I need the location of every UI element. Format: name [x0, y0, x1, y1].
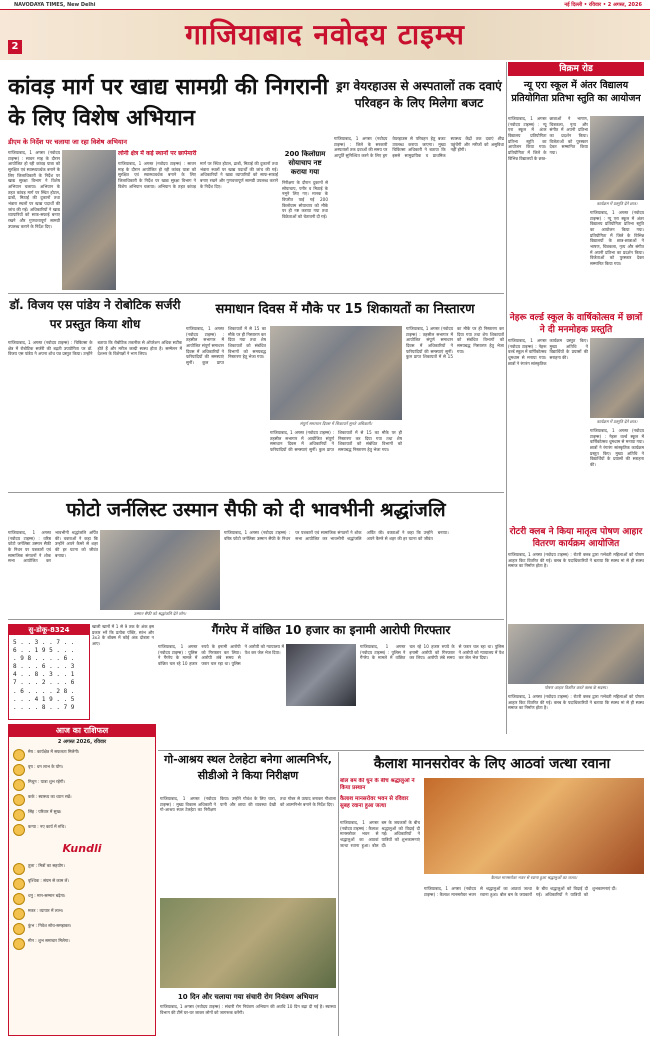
sudoku-row: 5 . . 3 . . 7 . . — [13, 639, 75, 646]
dengue-body: गाजियाबाद, 1 अगस्त (नवोदय टाइम्स) : संचारी रोग नियंत्रण अभियान की अवधि 10 दिन बढ़ा दी गई है। स्वास्थ्य विभाग की टीमें घर-घर जाकर लोगों को जागरूक करेंगी। — [160, 1004, 336, 1015]
rotary-body: गाजियाबाद, 1 अगस्त (नवोदय टाइम्स) : रोटरी क्लब द्वारा गर्भवती महिलाओं को पोषण आहार किट वितरित की गई। क्लब के पदाधिकारियों ने बताया कि स्वस्थ मां से ही स्वस्थ समाज का निर्माण होता है। — [508, 552, 644, 569]
kvikram-caption: कार्यक्रम में प्रस्तुति देते छात्र। — [596, 201, 638, 206]
robotic-body: गाजियाबाद, 1 अगस्त (नवोदय टाइम्स) : चिकित्सा के क्षेत्र में रोबोटिक सर्जरी की बढ़ती उपयोगिता पर डॉ. विजय एस पांडेय ने अपना शोध पत्र प्रस्तुत किया। उन्होंने बताया कि रोबोटिक तकनीक से ऑपरेशन अधिक सटीक होते हैं और मरीज जल्दी स्वस्थ होता है। सम्मेलन में देशभर के विशेषज्ञों ने भाग लिया। — [8, 340, 182, 357]
samadhan-body-2: गाजियाबाद, 1 अगस्त (नवोदय टाइम्स) : तहसील सभागार में आयोजित संपूर्ण समाधान दिवस में अधिकारियों ने फरियादियों की समस्याएं सुनीं। कुल प्राप्त शिकायतों में से 15 का मौके पर ही निस्तारण कर दिया गया तथा शेष शिकायतों को संबंधित विभागों को समयबद्ध निस्तारण हेतु भेजा गया। — [270, 430, 402, 453]
side-story-headline: 200 किलोग्राम सोयाचाप नष्ट कराया गया — [284, 150, 326, 176]
divider — [158, 750, 644, 751]
samadhan-body-3: गाजियाबाद, 1 अगस्त (नवोदय टाइम्स) : तहसील सभागार में आयोजित संपूर्ण समाधान दिवस में अधिकारियों ने फरियादियों की समस्याएं सुनीं। कुल प्राप्त शिकायतों में से 15 का मौके पर ही निस्तारण कर दिया गया तथा शेष शिकायतों को संबंधित विभागों को समयबद्ध निस्तारण हेतु भेजा गया। — [406, 326, 504, 360]
usman-body: गाजियाबाद, 1 अगस्त (नवोदय टाइम्स) : वरिष्ठ फोटो जर्नलिस्ट उस्मान सैफी के निधन पर पत्रकारों एवं सामाजिक संगठनों ने शोक सभा आयोजित कर भावभीनी श्रद्धांजलि अर्पित की। वक्ताओं ने कहा कि उन्होंने अपने कैमरे से शहर की हर घटना को जीवंत बनाया। — [8, 530, 98, 564]
kvikram-photo — [590, 116, 644, 200]
kailash-bullets — [340, 778, 420, 818]
page-number: 2 — [8, 40, 22, 54]
goashram-body: गाजियाबाद, 1 अगस्त (नवोदय टाइम्स) : मुख्य विकास अधिकारी ने गो-आश्रय स्थल टेलहेटा का निरीक्षण किया। उन्होंने गोवंश के लिए चारा, पानी और छाया की व्यवस्था देखी तथा गोबर से उत्पाद बनाकर गौशाला को आत्मनिर्भर बनाने के निर्देश दिए। — [160, 796, 336, 813]
kvikram-headline: न्यू एरा स्कूल में अंतर विद्यालय प्रतियोगिता प्रतिभा स्तुति का आयोजन — [511, 80, 641, 104]
kailash-body: गाजियाबाद, 1 अगस्त (नवोदय टाइम्स) : कैलाश मानसरोवर भवन से श्रद्धालुओं का आठवां जत्था रवाना हुआ। बोल बम के जयकारों के बीच श्रद्धालुओं को विदाई दी गई। अधिकारियों ने यात्रियों को शुभकामनाएं दीं। — [340, 820, 420, 848]
rashi-item: धनु : मान-सम्मान बढ़ेगा। — [28, 892, 66, 898]
usman-photo — [100, 530, 220, 610]
gangrape-headline: गैंगरेप में वांछित 10 हजार का इनामी आरोपी गिरफ्तार — [211, 623, 451, 637]
rashi-item: कुंभ : निवेश सोच-समझकर। — [28, 922, 72, 928]
sudoku-row: . . . . 8 . . 7 9 — [13, 703, 75, 711]
divider — [8, 619, 504, 620]
top-bar — [0, 0, 650, 10]
samadhan-caption: संपूर्ण समाधान दिवस में शिकायतें सुनते अधिकारी। — [299, 421, 373, 426]
kailash-body-2: गाजियाबाद, 1 अगस्त (नवोदय टाइम्स) : कैलाश मानसरोवर भवन से श्रद्धालुओं का आठवां जत्था रवाना हुआ। बोल बम के जयकारों के बीच श्रद्धालुओं को विदाई दी गई। अधिकारियों ने यात्रियों को शुभकामनाएं दीं। — [424, 886, 617, 897]
rashi-item: तुला : मित्रों का सहयोग। — [28, 862, 65, 868]
rashi-item: सिंह : परिवार में सुख। — [28, 808, 62, 814]
rashifal — [8, 724, 156, 1036]
rashi-item: मीन : शुभ समाचार मिलेगा। — [28, 937, 70, 943]
lead-box-title: लोनी क्षेत्र में कई स्थानों पर छापेमारी — [118, 150, 197, 157]
sudoku-row: . . . 4 1 9 . . 5 — [13, 695, 75, 703]
scorpio-icon — [13, 878, 25, 890]
kvikram-body-2: गाजियाबाद, 1 अगस्त (नवोदय टाइम्स) : न्यू एरा स्कूल में अंतर विद्यालय प्रतियोगिता प्रतिभा स्तुति का आयोजन किया गया। प्रतियोगिता में जिले के विभिन्न विद्यालयों के छात्र-छात्राओं ने भाषण, चित्रकला, नृत्य और संगीत में अपनी प्रतिभा का प्रदर्शन किया। विजेताओं को पुरस्कार देकर सम्मानित किया गया। — [590, 210, 644, 267]
sudoku-row: 8 . . . 6 . . . 3 — [13, 663, 75, 671]
lead-photo — [62, 150, 116, 290]
lead-box — [118, 150, 278, 290]
divider — [338, 752, 339, 1036]
sagittarius-icon — [13, 893, 25, 905]
kailash-headline: कैलाश मानसरोवर के लिए आठवां जत्था रवाना — [373, 756, 611, 772]
masthead-title: गाजियाबाद नवोदय टाइम्स — [185, 18, 465, 51]
robotic-headline: डॉ. विजय एस पांडेय ने रोबोटिक सर्जरी पर प्रस्तुत किया शोध — [9, 298, 181, 331]
divider — [506, 62, 507, 734]
pisces-icon — [13, 938, 25, 950]
goashram-photo — [160, 898, 336, 988]
samadhan-headline: समाधान दिवस में मौके पर 15 शिकायतों का निस्तारण — [215, 302, 475, 317]
masthead — [0, 10, 650, 60]
lead-strap: डीएम के निर्देश पर चलाया जा रहा विशेष अभियान — [8, 138, 127, 146]
kailash-bullet: कैलाश मानसरोवर भवन से रविवार सुबह रवाना हुआ जत्था — [340, 795, 409, 810]
rotary-headline: रोटरी क्लब ने किया मातृत्व पोषण आहार वितरण कार्यक्रम आयोजित — [509, 527, 643, 549]
goashram-headline: गो-आश्रय स्थल टेलहेटा बनेगा आत्मनिर्भर, सीडीओ ने किया निरीक्षण — [164, 753, 332, 782]
dengue-headline: 10 दिन और चलाया गया संचारी रोग नियंत्रण अभियान — [177, 993, 319, 1001]
virgo-icon — [13, 824, 25, 836]
gangrape-body: गाजियाबाद, 1 अगस्त (नवोदय टाइम्स) : पुलिस ने गैंगरेप के मामले में वांछित चल रहे 10 हजार रुपये के इनामी आरोपी को गिरफ्तार कर लिया। आरोपी लंबे समय से फरार चल रहा था। पुलिस ने आरोपी को न्यायालय में पेश कर जेल भेज दिया। — [158, 644, 284, 667]
nehru-body-2: गाजियाबाद, 1 अगस्त (नवोदय टाइम्स) : नेहरू वर्ल्ड स्कूल में वार्षिकोत्सव धूमधाम से मनाया गया। छात्रों ने रंगारंग सांस्कृतिक कार्यक्रम प्रस्तुत किए। मुख्य अतिथि ने विद्यार्थियों के प्रयासों की सराहना की। — [590, 428, 644, 468]
rotary-body-2: गाजियाबाद, 1 अगस्त (नवोदय टाइम्स) : रोटरी क्लब द्वारा गर्भवती महिलाओं को पोषण आहार किट वितरित की गई। क्लब के पदाधिकारियों ने बताया कि स्वस्थ मां से ही स्वस्थ समाज का निर्माण होता है। — [508, 694, 644, 711]
lead-body: गाजियाबाद, 1 अगस्त (नवोदय टाइम्स) : सावन माह के दौरान आयोजित हो रही कांवड़ यात्रा को सुरक्षित एवं स्वास्थ्यवर्धक बनाने के लिए जिलाधिकारी के निर्देश पर खाद्य सुरक्षा विभाग ने विशेष अभियान चलाया। अभियान के तहत कांवड़ मार्ग पर स्थित होटल, ढाबों, मिठाई की दुकानों तथा भंडारा स्थलों पर खाद्य पदार्थों की जांच की गई। अधिकारियों ने खाद्य व्यापारियों को साफ-सफाई बनाए रखने और गुणवत्तापूर्ण सामग्री उपलब्ध कराने के निर्देश दिए। — [8, 150, 60, 229]
sudoku-row: 7 . . . 2 . . . 6 — [13, 679, 75, 687]
sudoku-hint: खाली खानों में 1 से 9 तक के अंक इस प्रकार भरें कि प्रत्येक पंक्ति, स्तंभ और 3x3 के बॉक्स में कोई अंक दोबारा न आए। — [92, 624, 154, 647]
aquarius-icon — [13, 923, 25, 935]
rashi-item: वृष : धन लाभ के योग। — [28, 763, 64, 769]
gangrape-photo — [286, 644, 356, 706]
capricorn-icon — [13, 908, 25, 920]
samadhan-photo — [270, 326, 402, 420]
cancer-icon — [13, 794, 25, 806]
sudoku-row: 6 . . 1 9 5 . . . — [13, 647, 75, 655]
kundli-logo: Kundli — [62, 841, 102, 855]
drug-body: गाजियाबाद, 1 अगस्त (नवोदय टाइम्स) : जिले के सरकारी अस्पतालों तक दवाओं की समय पर आपूर्ति सुनिश्चित करने के लिए ड्रग वेयरहाउस से परिवहन हेतु बजट उपलब्ध कराया जाएगा। मुख्य चिकित्सा अधिकारी ने बताया कि इससे सामुदायिक व प्राथमिक स्वास्थ्य केंद्रों तक दवाएं शीघ्र पहुंचेंगी और मरीजों को असुविधा नहीं होगी। — [334, 136, 504, 159]
usman-caption: उस्मान सैफी को श्रद्धांजलि देते लोग। — [133, 611, 187, 616]
sudoku-grid — [9, 635, 89, 716]
paper-name: NAVODAYA TIMES, New Delhi — [14, 2, 96, 8]
rashifal-title: आज का राशिफल — [9, 725, 155, 737]
rotary-caption: पोषण आहार वितरित करते क्लब के सदस्य। — [544, 685, 608, 690]
gangrape-body-2: गाजियाबाद, 1 अगस्त (नवोदय टाइम्स) : पुलिस ने गैंगरेप के मामले में वांछित चल रहे 10 हजार रुपये के इनामी आरोपी को गिरफ्तार कर लिया। आरोपी लंबे समय से फरार चल रहा था। पुलिस ने आरोपी को न्यायालय में पेश कर जेल भेज दिया। — [360, 644, 504, 661]
leo-icon — [13, 809, 25, 821]
libra-icon — [13, 863, 25, 875]
lead-headline: कांवड़ मार्ग पर खाद्य सामग्री की निगरानी के लिए विशेष अभियान — [8, 75, 329, 131]
nehru-headline: नेहरू वर्ल्ड स्कूल के वार्षिकोत्सव में छात्रों ने दी मनमोहक प्रस्तुति — [509, 313, 643, 334]
samadhan-body: गाजियाबाद, 1 अगस्त (नवोदय टाइम्स) : तहसील सभागार में आयोजित संपूर्ण समाधान दिवस में अधिकारियों ने फरियादियों की समस्याएं सुनीं। कुल प्राप्त शिकायतों में से 15 का मौके पर ही निस्तारण कर दिया गया तथा शेष शिकायतों को संबंधित विभागों को समयबद्ध निस्तारण हेतु भेजा गया। — [186, 326, 266, 366]
kailash-photo — [424, 778, 644, 874]
nehru-body: गाजियाबाद, 1 अगस्त (नवोदय टाइम्स) : नेहरू वर्ल्ड स्कूल में वार्षिकोत्सव धूमधाम से मनाया गया। छात्रों ने रंगारंग सांस्कृतिक कार्यक्रम प्रस्तुत किए। मुख्य अतिथि ने विद्यार्थियों के प्रयासों की सराहना की। — [508, 338, 588, 366]
rashi-item: वृश्चिक : संयम से काम लें। — [28, 877, 69, 883]
rashi-item: मेष : कार्यक्षेत्र में सफलता मिलेगी। — [28, 748, 80, 754]
sudoku-title: सु-डोकू-8324 — [9, 625, 89, 635]
drug-headline: ड्रग वेयरहाउस से अस्पतालों तक दवाएं परिवहन के लिए मिलेगा बजट — [336, 79, 502, 110]
aries-icon — [13, 749, 25, 761]
gemini-icon — [13, 779, 25, 791]
usman-body-2: गाजियाबाद, 1 अगस्त (नवोदय टाइम्स) : वरिष्ठ फोटो जर्नलिस्ट उस्मान सैफी के निधन पर पत्रकारों एवं सामाजिक संगठनों ने शोक सभा आयोजित कर भावभीनी श्रद्धांजलि अर्पित की। वक्ताओं ने कहा कि उन्होंने अपने कैमरे से शहर की हर घटना को जीवंत बनाया। — [224, 530, 449, 541]
side-story-body: निरीक्षण के दौरान दुकानों से सोयाचाप, पनीर व मिठाई के नमूने लिए गए। मानक के विपरीत पाई गई 200 किलोग्राम सोयाचाप को मौके पर ही नष्ट कराया गया तथा विक्रेताओं को चेतावनी दी गई। — [282, 180, 328, 220]
kailash-bullet: बोल बम की धुन के बीच श्रद्धालुओं ने किया प्रस्थान — [340, 778, 415, 792]
side-story — [282, 150, 328, 292]
kvikram-body: गाजियाबाद, 1 अगस्त (नवोदय टाइम्स) : न्यू एरा स्कूल में अंतर विद्यालय प्रतियोगिता प्रतिभा स्तुति का आयोजन किया गया। प्रतियोगिता में जिले के विभिन्न विद्यालयों के छात्र-छात्राओं ने भाषण, चित्रकला, नृत्य और संगीत में अपनी प्रतिभा का प्रदर्शन किया। विजेताओं को पुरस्कार देकर सम्मानित किया गया। — [508, 116, 588, 161]
rashi-item: कन्या : नए कार्य में रुचि। — [28, 823, 66, 829]
rashi-item: मकर : व्यापार में लाभ। — [28, 907, 64, 913]
rashifal-date: 2 अगस्त 2026, रविवार — [57, 739, 107, 745]
kvikram-label: विक्रम रोड — [508, 62, 644, 76]
sudoku-box — [8, 624, 90, 720]
kailash-caption: कैलाश मानसरोवर भवन से रवाना हुआ श्रद्धालुओं का जत्था। — [490, 875, 578, 880]
dateline: नई दिल्ली • रविवार • 2 अगस्त, 2026 — [564, 2, 642, 8]
rotary-photo — [508, 624, 644, 684]
lead-box-body: गाजियाबाद, 1 अगस्त (नवोदय टाइम्स) : सावन माह के दौरान आयोजित हो रही कांवड़ यात्रा को सुरक्षित एवं स्वास्थ्यवर्धक बनाने के लिए जिलाधिकारी के निर्देश पर खाद्य सुरक्षा विभाग ने विशेष अभियान चलाया। अभियान के तहत कांवड़ मार्ग पर स्थित होटल, ढाबों, मिठाई की दुकानों तथा भंडारा स्थलों पर खाद्य पदार्थों की जांच की गई। अधिकारियों ने खाद्य व्यापारियों को साफ-सफाई बनाए रखने और गुणवत्तापूर्ण सामग्री उपलब्ध कराने के निर्देश दिए। — [118, 161, 278, 189]
nehru-caption: कार्यक्रम में प्रस्तुति देते छात्र। — [596, 419, 638, 424]
taurus-icon — [13, 764, 25, 776]
divider — [8, 492, 504, 493]
rashi-item: कर्क : स्वास्थ्य का ध्यान रखें। — [28, 793, 72, 799]
nehru-photo — [590, 338, 644, 418]
rashi-item: मिथुन : यात्रा शुभ रहेगी। — [28, 778, 65, 784]
sudoku-row: . 6 . . . . 2 8 . — [13, 687, 75, 695]
sudoku-row: 4 . . 8 . 3 . . 1 — [13, 671, 75, 679]
sudoku-row: . 9 8 . . . . 6 . — [13, 655, 75, 663]
usman-headline: फोटो जर्नलिस्ट उस्मान सैफी को दी भावभीनी श्रद्धांजलि — [66, 499, 446, 521]
divider — [8, 293, 504, 294]
